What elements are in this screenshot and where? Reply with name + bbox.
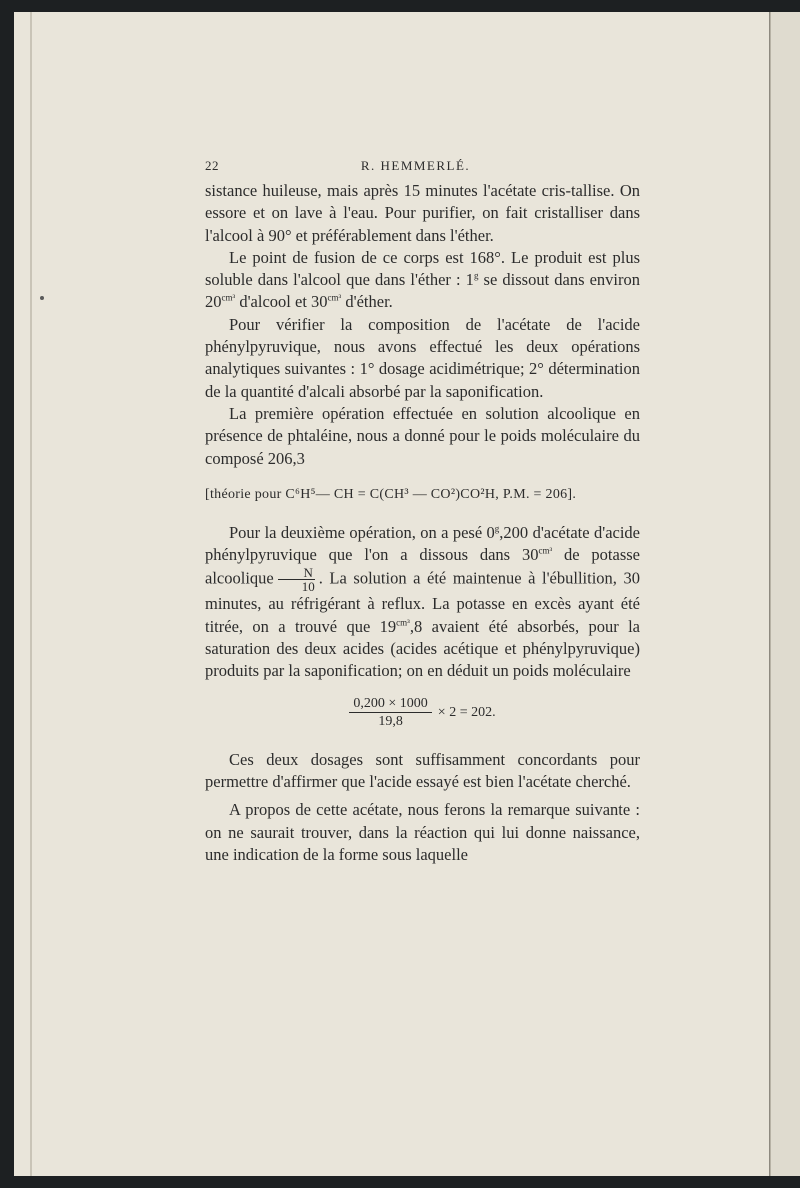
normality-fraction: $\frac{N}{10}$ [278, 566, 315, 593]
paragraph-2: Le point de fusion de ce corps est 168°. Le produit est plus soluble dans l'alcool que dans l'éther : 1$^g$ se dissout dans environ $20^{cm^3}$ d'alcool et $30^{cm^3}$ d'éther. [205, 247, 640, 312]
running-head [205, 158, 640, 180]
paragraph-6: Ces deux dosages sont suffisamment concordants pour permettre d'affirmer que l'acide essayé est bien l'acétate cherché. [205, 749, 640, 791]
paragraph-4: La première opération effectuée en solution alcoolique en présence de phtaléine, nous a donné pour le poids moléculaire du composé 206,3 [205, 403, 640, 468]
molecular-weight-equation: $\frac{0,200 \times 1000}{19,8}$ × 2 = 202. [205, 689, 640, 737]
equation-fraction: $\frac{0,200 \times 1000}{19,8}$ [349, 695, 431, 730]
paragraph-3: Pour vérifier la composition de l'acétate de l'acide phénylpyruvique, nous avons effectué les deux opérations analytiques suivantes : 1° dosage acidimétrique; 2° détermination de la quantité d'alcali absorbé par la saponification. [205, 314, 640, 401]
page-number: 22 [205, 158, 219, 173]
text-block [205, 158, 640, 866]
paragraph-7: A propos de cette acétate, nous ferons la remarque suivante : on ne saurait trouver, dans la réaction qui lui donne naissance, une indication de la forme sous laquelle [205, 800, 640, 864]
page-edge [30, 12, 32, 1176]
paragraph-1: sistance huileuse, mais après 15 minutes l'acétate cris-tallise. On essore et on lave à l'eau. Pour purifier, on fait cristalliser dans l'alcool à 90° et préférablement dans l'éther. [205, 181, 640, 245]
facing-page-edge [770, 12, 800, 1176]
theory-formula: [théorie pour C⁶H⁵— CH = C(CH³ — CO²)CO²H, P.M. = 206]. [205, 486, 577, 502]
running-title: R. HEMMERLÉ. [360, 158, 471, 173]
paragraph-5: Pour la deuxième opération, on a pesé 0$^g$,200 d'acétate d'acide phénylpyruvique que l'on a dissous dans $30^{cm^3}$ de potasse alcoolique $\frac{N}{10}$ . La solution a été maintenue à l'ébullition, 30 minutes, au réfrigérant à reflux. La potasse en excès ayant été titrée, on a trouvé que $19^{cm^3},8$ avaient été absorbés, pour la saturation des deux acides (acides acétique et phénylpyruvique) produits par la saponification; on en déduit un poids moléculaire [205, 522, 640, 681]
margin-mark [40, 296, 44, 300]
